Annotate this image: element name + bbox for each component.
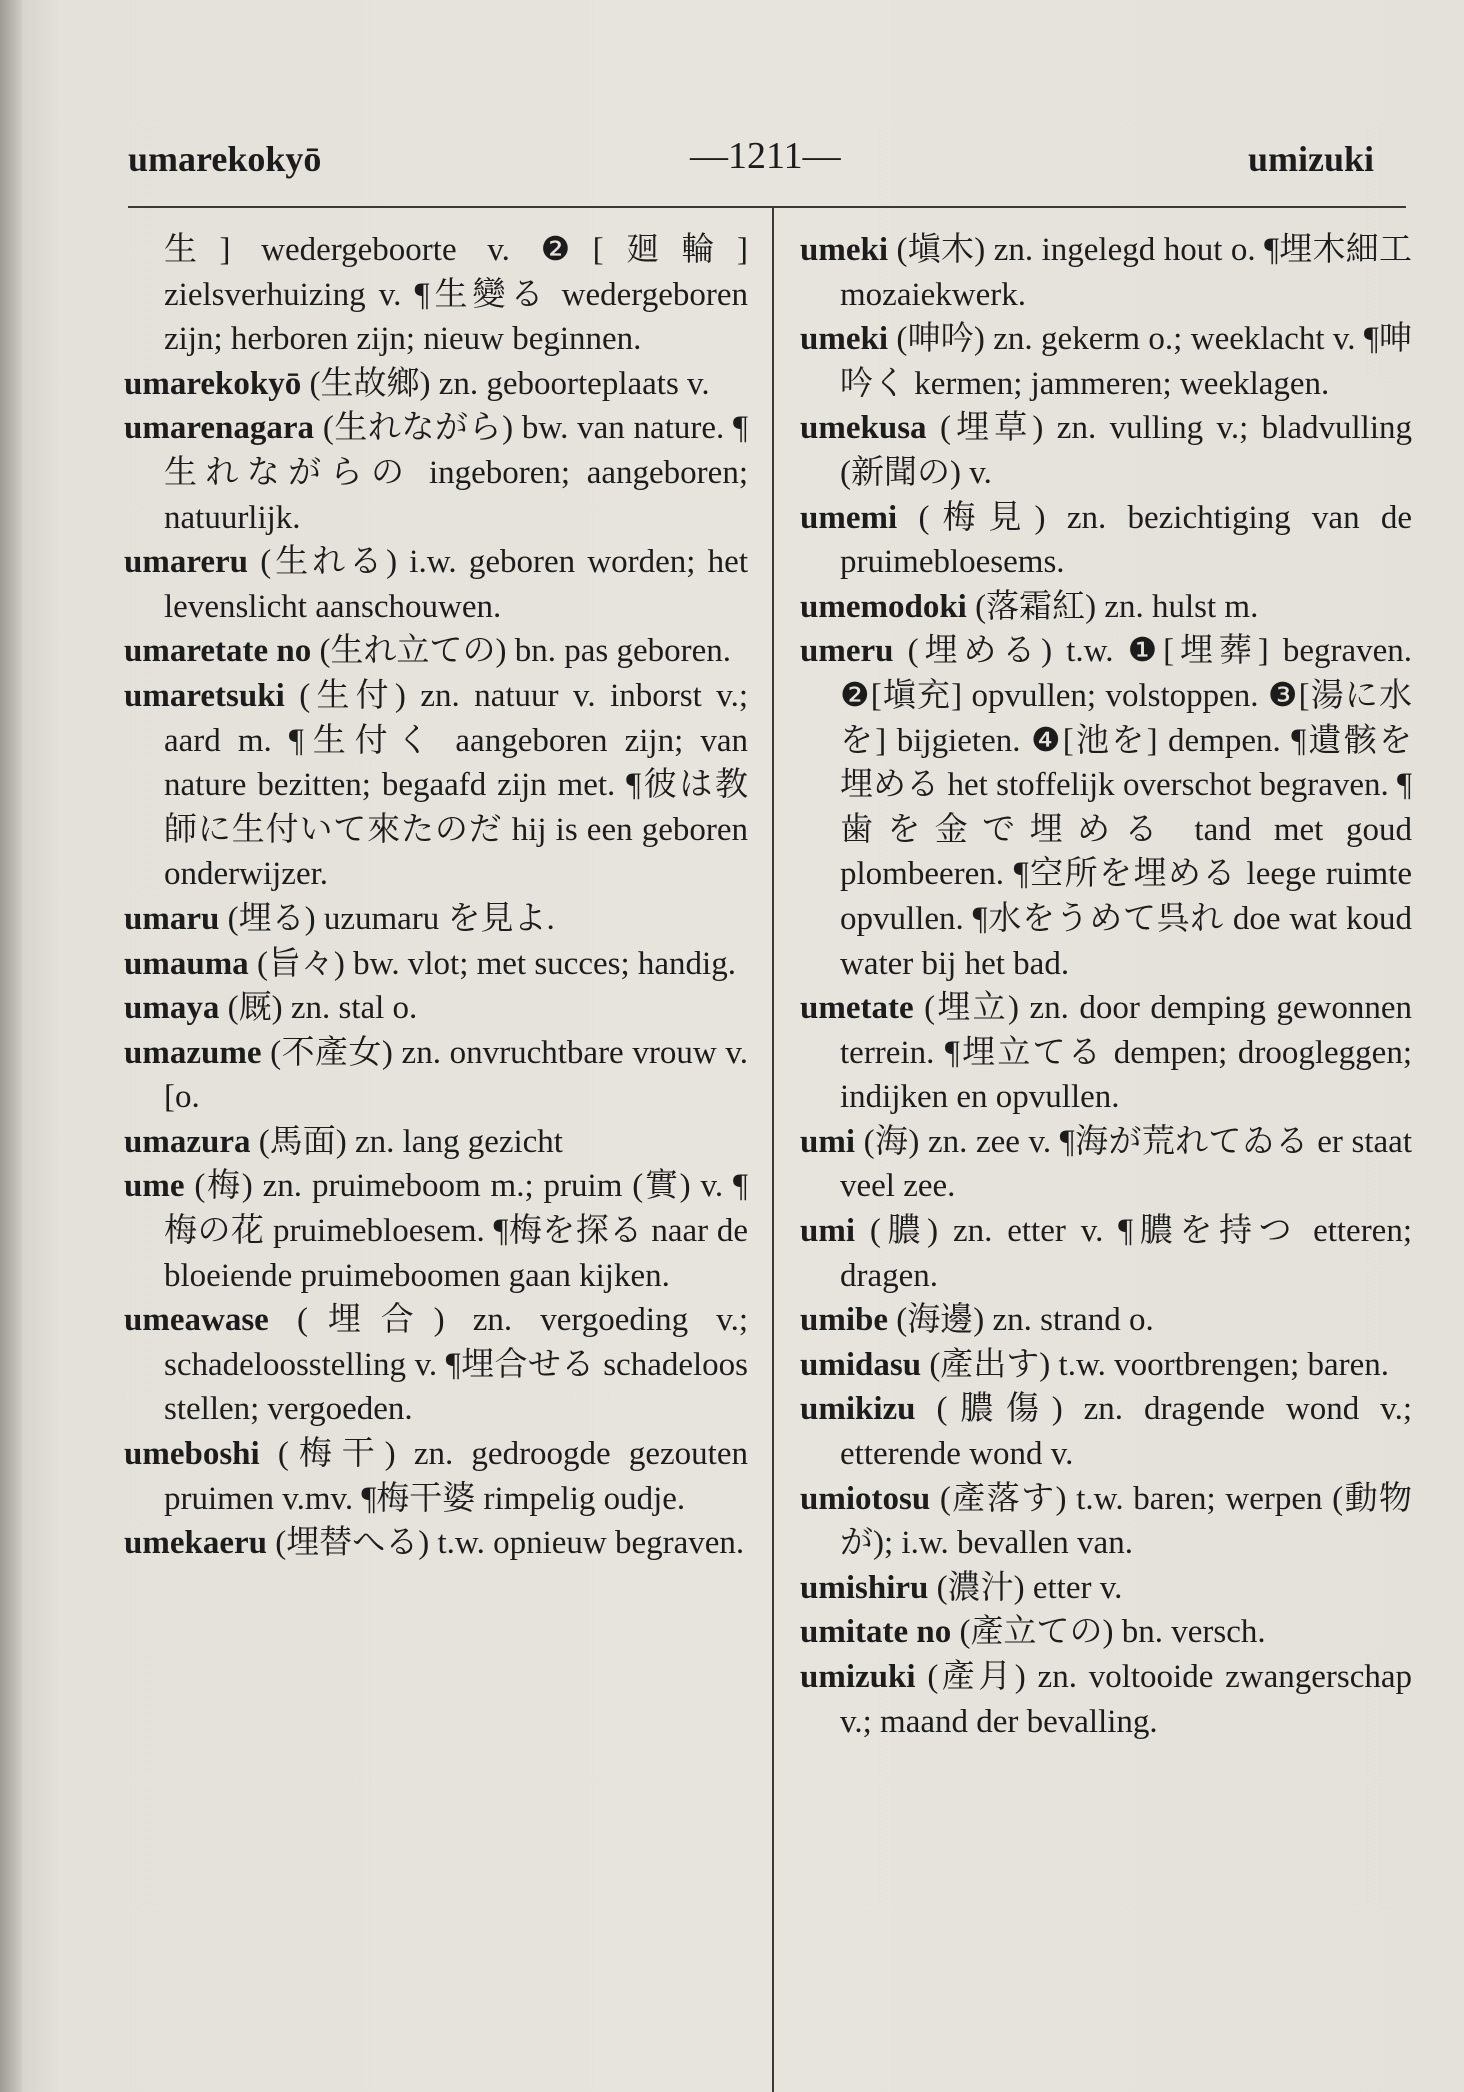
entry-headword: umidasu bbox=[800, 1346, 922, 1383]
entry-definition: (梅見) zn. bezichtiging van de pruimebloesems. bbox=[840, 499, 1412, 581]
dictionary-entry bbox=[124, 1031, 748, 1120]
entry-headword: umaretate no bbox=[124, 633, 312, 670]
entry-headword: umeawase bbox=[124, 1302, 269, 1339]
entry-definition: (埋替へる) t.w. opnieuw begraven. bbox=[275, 1525, 745, 1562]
left-column bbox=[124, 228, 748, 1566]
entry-headword: umetate bbox=[800, 990, 914, 1027]
dictionary-entry bbox=[124, 942, 748, 987]
entry-definition: (生れながら) bw. van nature. ¶生れながらの ingeboren; aangeboren; natuurlijk. bbox=[164, 410, 749, 536]
dictionary-entry bbox=[800, 629, 1412, 986]
entry-headword: umizuki bbox=[800, 1659, 916, 1695]
entry-definition: (海邊) zn. strand o. bbox=[896, 1302, 1154, 1339]
entry-headword: ume bbox=[124, 1168, 185, 1205]
entry-headword: umaru bbox=[124, 900, 220, 937]
dictionary-entry bbox=[124, 228, 748, 362]
dictionary-entry bbox=[800, 1387, 1412, 1476]
dictionary-entry bbox=[800, 1298, 1412, 1343]
dictionary-entry bbox=[800, 1610, 1412, 1655]
entry-definition: (梅) zn. pruimeboom m.; pruim (實) v. ¶梅の花 pruimebloesem. ¶梅を探る naar de bloeiende pruimeboomen gaan kijken. bbox=[164, 1168, 749, 1294]
dictionary-entry bbox=[124, 629, 748, 674]
dictionary-entry bbox=[800, 1209, 1412, 1298]
entry-headword: umemi bbox=[800, 499, 898, 536]
entry-headword: umishiru bbox=[800, 1569, 929, 1606]
entry-definition: (呻吟) zn. gekerm o.; weeklacht v. ¶呻吟く kermen; jammeren; weeklagen. bbox=[840, 321, 1413, 402]
entry-headword: umekaeru bbox=[124, 1525, 267, 1562]
entry-headword: umarenagara bbox=[124, 410, 315, 447]
entry-definition: (產月) zn. voltooide zwangerschap v.; maand der bevalling. bbox=[840, 1659, 1413, 1740]
dictionary-entry bbox=[800, 986, 1412, 1120]
dictionary-entry bbox=[124, 406, 748, 540]
entry-definition: (厩) zn. stal o. bbox=[227, 990, 418, 1027]
entry-definition: (膿傷) zn. dragende wond v.; etterende wond v. bbox=[840, 1391, 1413, 1473]
entry-definition: 生] wedergeboorte v. ❷[廻輪] zielsverhuizing v. ¶生變る wedergeboren zijn; herboren zijn; nieuw beginnen. bbox=[164, 232, 748, 358]
entry-definition: (濃汁) etter v. bbox=[936, 1569, 1123, 1606]
entry-headword: umazura bbox=[124, 1123, 251, 1160]
dictionary-entry bbox=[800, 1477, 1412, 1566]
entry-headword: umaya bbox=[124, 990, 220, 1027]
dictionary-entry bbox=[124, 540, 748, 629]
dictionary-entry bbox=[800, 1343, 1412, 1388]
entry-definition: (馬面) zn. lang gezicht bbox=[258, 1123, 563, 1160]
entry-headword: umeru bbox=[800, 633, 894, 670]
entry-definition: (梅干) zn. gedroogde gezouten pruimen v.mv. ¶梅干婆 rimpelig oudje. bbox=[164, 1436, 748, 1517]
entry-definition: (生れる) i.w. geboren worden; het levenslicht aanschouwen. bbox=[164, 544, 749, 625]
entry-definition: (埋草) zn. vulling v.; bladvulling (新聞の) v. bbox=[840, 410, 1412, 491]
entry-definition: (旨々) bw. vlot; met succes; handig. bbox=[256, 945, 736, 982]
header-rule bbox=[128, 206, 1406, 208]
entry-definition: (埋る) uzumaru を見よ. bbox=[227, 900, 555, 937]
running-header bbox=[0, 135, 1464, 188]
entry-definition: (產出す) t.w. voortbrengen; baren. bbox=[929, 1346, 1390, 1383]
header-first-word: umarekokyō bbox=[128, 139, 322, 179]
column-divider bbox=[772, 206, 774, 2092]
entry-headword: umekusa bbox=[800, 410, 927, 447]
entry-definition: (落霜紅) zn. hulst m. bbox=[975, 588, 1259, 625]
dictionary-entry bbox=[124, 1164, 748, 1298]
dictionary-entry bbox=[124, 1521, 748, 1566]
entry-definition: (生故鄉) zn. geboorteplaats v. bbox=[309, 365, 710, 402]
entry-definition: (埋める) t.w. ❶[埋葬] begraven. ❷[塡充] opvullen; volstoppen. ❸[湯に水を] bijgieten. ❹[池を] dempen. ¶遺骸を埋める het stoffelijk overschot begraven. ¶歯を金で埋める tand met goud plombeeren. ¶空所を埋める leege ruimte opvullen. ¶水をうめて呉れ doe wat koud water bij het bad. bbox=[840, 633, 1413, 982]
entry-headword: umemodoki bbox=[800, 588, 967, 625]
entry-headword: umi bbox=[800, 1123, 856, 1160]
dictionary-entry bbox=[124, 1432, 748, 1521]
dictionary-entry bbox=[800, 406, 1412, 495]
entry-headword: umi bbox=[800, 1213, 856, 1250]
entry-headword: umaretsuki bbox=[124, 677, 285, 714]
entry-headword: umarekokyō bbox=[124, 365, 302, 402]
entry-definition: (產立ての) bn. versch. bbox=[959, 1614, 1266, 1651]
dictionary-entry bbox=[124, 1298, 748, 1432]
dictionary-entry bbox=[800, 1120, 1412, 1209]
dictionary-entry bbox=[800, 317, 1412, 406]
entry-headword: umareru bbox=[124, 544, 249, 581]
entry-headword: umazume bbox=[124, 1034, 262, 1071]
entry-definition: (生れ立ての) bn. pas geboren. bbox=[319, 633, 732, 670]
page-number: —1211— bbox=[690, 135, 841, 177]
dictionary-entry bbox=[124, 362, 748, 407]
entry-headword: umitate no bbox=[800, 1614, 952, 1651]
header-last-word: umizuki bbox=[1248, 139, 1375, 179]
entry-definition: (產落す) t.w. baren; werpen (動物が); i.w. bevallen van. bbox=[840, 1480, 1412, 1562]
entry-definition: (不產女) zn. onvruchtbare vrouw v. [o. bbox=[164, 1034, 748, 1116]
right-column bbox=[800, 228, 1412, 1744]
entry-headword: umauma bbox=[124, 945, 249, 982]
dictionary-entry bbox=[124, 1120, 748, 1165]
dictionary-entry bbox=[800, 496, 1412, 585]
dictionary-entry bbox=[124, 897, 748, 942]
dictionary-entry bbox=[800, 1655, 1412, 1744]
dictionary-entry bbox=[800, 585, 1412, 630]
entry-headword: umeboshi bbox=[124, 1436, 260, 1473]
entry-headword: umeki bbox=[800, 321, 889, 358]
entry-headword: umeki bbox=[800, 232, 889, 268]
entry-headword: umibe bbox=[800, 1302, 889, 1339]
entry-definition: (埋立) zn. door demping gewonnen terrein. ¶埋立てる dempen; droogleggen; indijken en opvullen. bbox=[840, 990, 1413, 1116]
entry-headword: umiotosu bbox=[800, 1480, 931, 1517]
entry-definition: (膿) zn. etter v. ¶膿を持つ etteren; dragen. bbox=[840, 1213, 1413, 1294]
dictionary-entry bbox=[800, 1566, 1412, 1611]
entry-definition: (海) zn. zee v. ¶海が荒れてゐる er staat veel zee. bbox=[840, 1123, 1412, 1205]
dictionary-entry bbox=[800, 228, 1412, 317]
entry-headword: umikizu bbox=[800, 1391, 916, 1428]
dictionary-entry bbox=[124, 674, 748, 897]
page-binding bbox=[0, 0, 22, 2092]
entry-definition: (生付) zn. natuur v. inborst v.; aard m. ¶生付く aangeboren zijn; van nature bezitten; begaafd zijn met. ¶彼は教師に生付いて來たのだ hij is een geboren onderwijzer. bbox=[164, 677, 749, 893]
dictionary-entry bbox=[124, 986, 748, 1031]
entry-definition: (塡木) zn. ingelegd hout o. ¶埋木細工 mozaiekwerk. bbox=[840, 232, 1412, 313]
entry-definition: (埋合) zn. vergoeding v.; schadeloosstelling v. ¶埋合せる schadeloos stellen; vergoeden. bbox=[164, 1302, 748, 1428]
